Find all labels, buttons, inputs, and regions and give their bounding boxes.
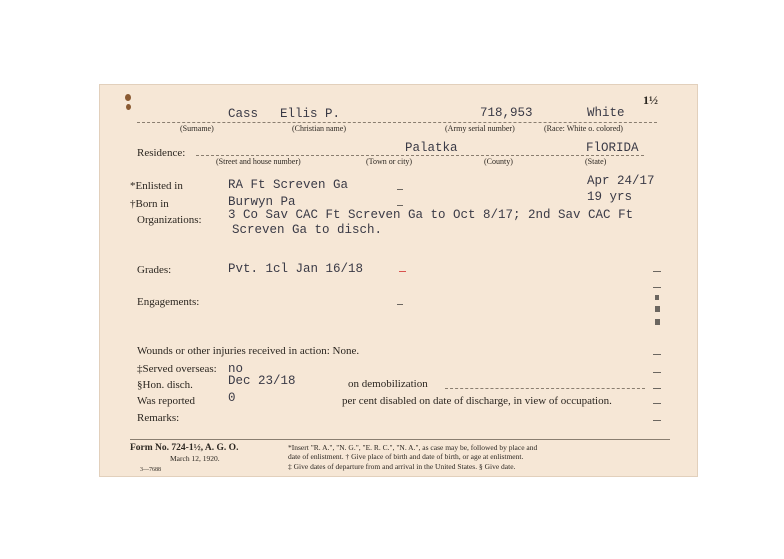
organizations-line-1: 3 Co Sav CAC Ft Screven Ga to Oct 8/17; 2nd Sav CAC Ft xyxy=(228,208,634,222)
race-value: White xyxy=(587,106,625,120)
line-mark xyxy=(397,304,403,305)
town-value: Palatka xyxy=(405,141,458,155)
line-mark xyxy=(653,372,661,373)
line-mark xyxy=(653,403,661,404)
born-value: Burwyn Pa xyxy=(228,195,296,209)
hon-disch-line xyxy=(445,388,645,389)
service-record-card xyxy=(99,84,698,477)
footer-rule xyxy=(130,439,670,440)
christian-name-value: Ellis P. xyxy=(280,107,341,121)
punch-mark xyxy=(655,295,659,300)
serial-number-value: 718,953 xyxy=(480,106,533,120)
form-number: Form No. 724-1½, A. G. O. xyxy=(130,443,239,453)
line-mark xyxy=(653,420,661,421)
state-value: FlORIDA xyxy=(586,141,639,155)
enlisted-label: *Enlisted in xyxy=(130,180,183,192)
wounds-label: Wounds or other injuries received in action: None. xyxy=(137,345,360,357)
hon-disch-value: Dec 23/18 xyxy=(228,374,296,388)
organizations-line-2: Screven Ga to disch. xyxy=(232,223,383,237)
card-stain xyxy=(125,94,131,101)
county-label: (County) xyxy=(484,157,513,166)
punch-mark xyxy=(655,319,660,325)
residence-label: Residence: xyxy=(137,147,186,159)
footnote-3: ‡ Give dates of departure from and arrival in the United States. § Give date. xyxy=(288,462,516,471)
was-reported-suffix: per cent disabled on date of discharge, in view of occupation. xyxy=(342,395,612,407)
was-reported-label: Was reported xyxy=(137,395,196,407)
serial-number-label: (Army serial number) xyxy=(445,124,515,133)
enlisted-date: Apr 24/17 xyxy=(587,174,655,188)
residence-line xyxy=(196,155,644,156)
line-mark xyxy=(653,287,661,288)
street-label: (Street and house number) xyxy=(216,157,301,166)
born-age: 19 yrs xyxy=(587,190,633,204)
surname-label: (Surname) xyxy=(180,124,214,133)
surname-value: Cass xyxy=(228,107,259,121)
town-label: (Town or city) xyxy=(366,157,413,166)
served-overseas-value: no xyxy=(228,362,244,376)
grades-value: Pvt. 1cl Jan 16/18 xyxy=(228,262,364,276)
form-code: 3—7688 xyxy=(140,467,161,473)
enlisted-value: RA Ft Screven Ga xyxy=(228,178,349,192)
engagements-label: Engagements: xyxy=(137,296,200,308)
grades-label: Grades: xyxy=(137,264,172,276)
punch-mark xyxy=(655,306,660,312)
corner-number: 1½ xyxy=(643,93,658,107)
state-label: (State) xyxy=(585,157,607,166)
born-label: †Born in xyxy=(130,198,169,210)
line-mark xyxy=(653,271,661,272)
card-stain xyxy=(126,104,131,110)
hon-disch-suffix: on demobilization xyxy=(348,378,428,390)
line-mark xyxy=(397,189,403,190)
remarks-label: Remarks: xyxy=(137,412,180,424)
served-overseas-label: ‡Served overseas: xyxy=(137,363,217,375)
was-reported-value: 0 xyxy=(228,391,236,405)
line-mark xyxy=(397,205,403,206)
footnote-1: *Insert "R. A.", "N. G.", "E. R. C.", "N. A.", as case may be, followed by place and xyxy=(288,443,538,452)
hon-disch-label: §Hon. disch. xyxy=(137,379,193,391)
red-mark xyxy=(399,271,406,272)
christian-name-label: (Christian name) xyxy=(292,124,346,133)
name-line xyxy=(137,122,657,123)
line-mark xyxy=(653,388,661,389)
footnote-2: date of enlistment. † Give place of birth and date of birth, or age at enlistment. xyxy=(288,452,524,461)
line-mark xyxy=(653,354,661,355)
organizations-label: Organizations: xyxy=(137,214,202,226)
form-date: March 12, 1920. xyxy=(170,454,220,463)
race-label: (Race: White o. colored) xyxy=(544,124,623,133)
